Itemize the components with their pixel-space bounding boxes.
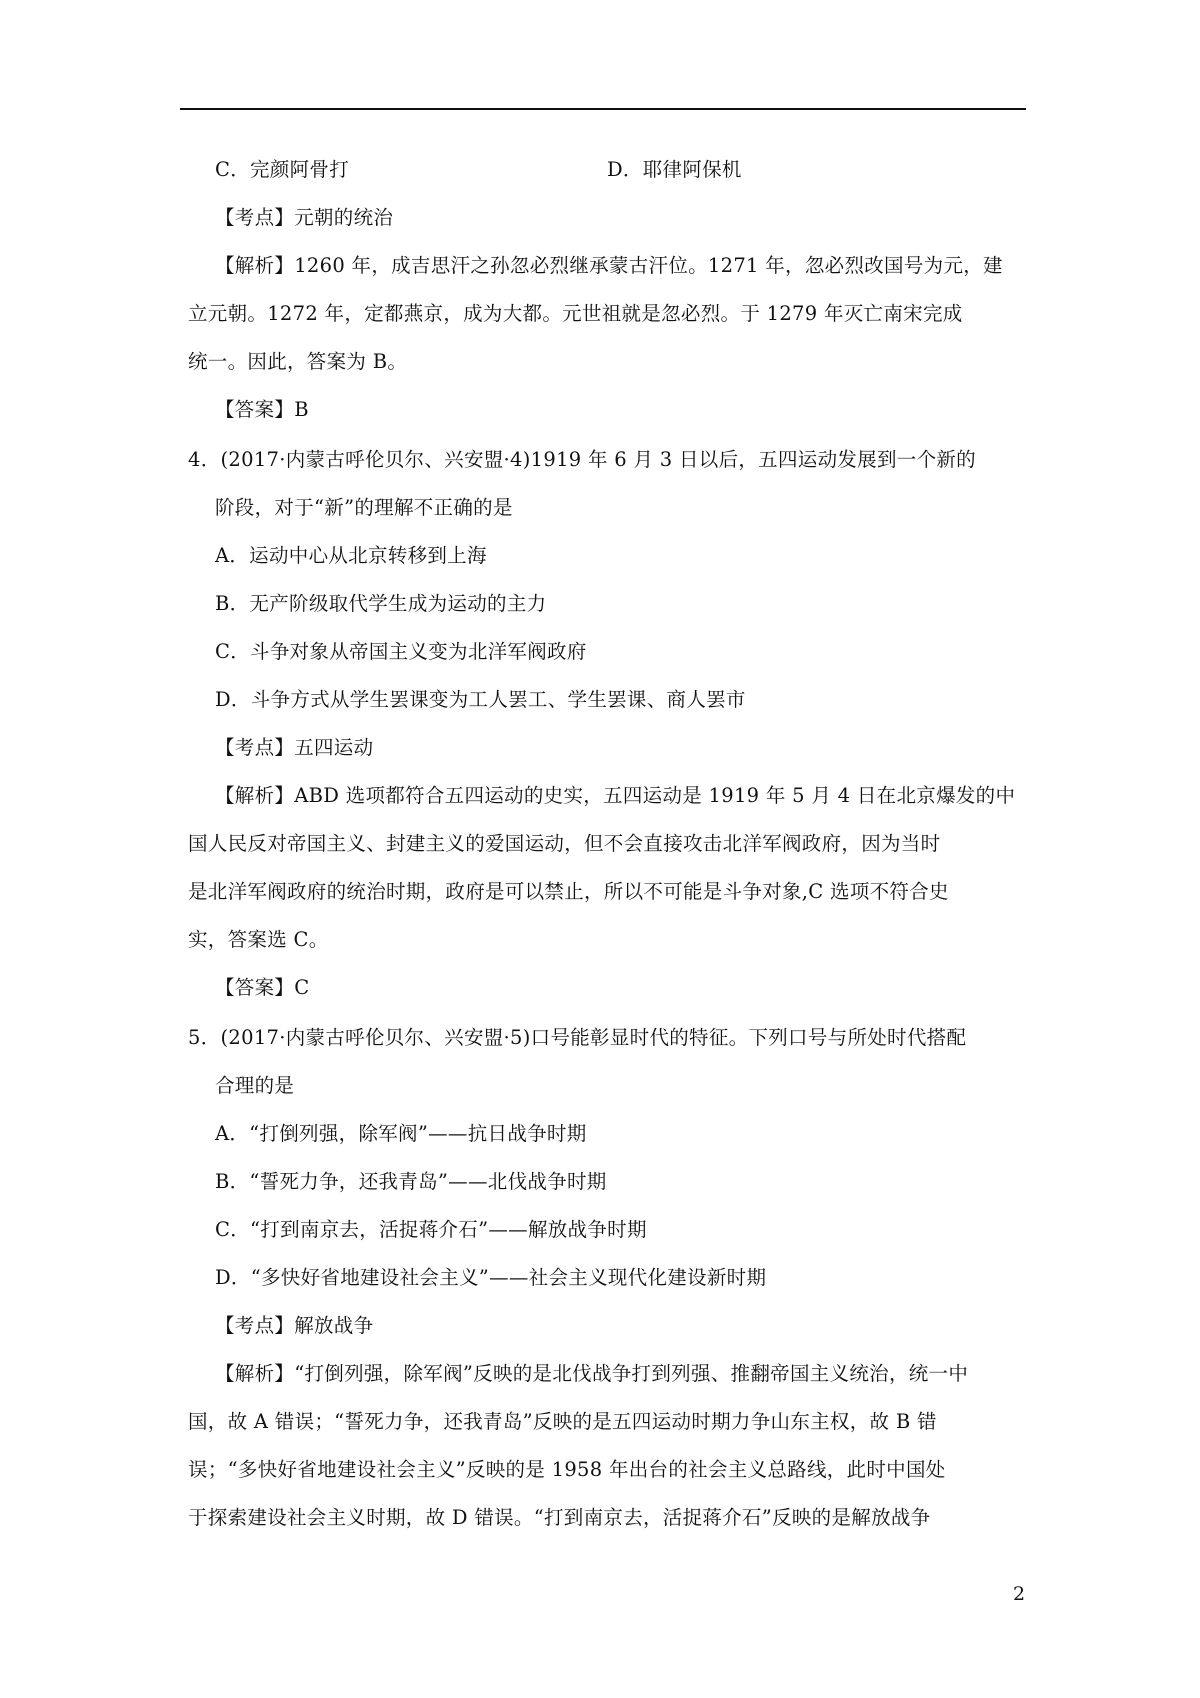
q4-analysis-line-2: 国人民反对帝国主义、封建主义的爱国运动，但不会直接攻击北洋军阀政府，因为当时 — [188, 832, 941, 855]
q3-analysis-line-3: 统一。因此，答案为 B。 — [188, 350, 408, 373]
option-c-q3: C．完颜阿骨打 — [215, 158, 350, 181]
q3-analysis-line-1: 【解析】1260 年，成吉思汗之孙忽必烈继承蒙古汗位。1271 年，忽必烈改国号为元，建 — [215, 254, 1003, 277]
q4-stem-line-1: 4．(2017·内蒙古呼伦贝尔、兴安盟·4)1919 年 6 月 3 日以后，五四运动发展到一个新的 — [188, 448, 976, 471]
q4-point: 【考点】五四运动 — [215, 736, 374, 759]
q3-point: 【考点】元朝的统治 — [215, 206, 394, 229]
q5-option-a: A．“打倒列强，除军阀”——抗日战争时期 — [215, 1122, 587, 1145]
q4-option-a: A．运动中心从北京转移到上海 — [215, 544, 487, 567]
q4-answer: 【答案】C — [215, 976, 310, 999]
q5-option-c: C．“打到南京去，活捉蒋介石”——解放战争时期 — [215, 1218, 647, 1241]
q5-analysis-line-2: 国，故 A 错误；“誓死力争，还我青岛”反映的是五四运动时期力争山东主权，故 B 错 — [188, 1410, 937, 1433]
q3-analysis-line-2: 立元朝。1272 年，定都燕京，成为大都。元世祖就是忽必烈。于 1279 年灭亡南宋完成 — [188, 302, 963, 325]
q4-analysis-line-4: 实，答案选 C。 — [188, 928, 329, 951]
q5-analysis-line-1: 【解析】“打倒列强，除军阀”反映的是北伐战争打到列强、推翻帝国主义统治，统一中 — [215, 1362, 969, 1385]
q5-point: 【考点】解放战争 — [215, 1314, 374, 1337]
q4-option-d: D．斗争方式从学生罢课变为工人罢工、学生罢课、商人罢市 — [215, 688, 746, 711]
page-number: 2 — [1013, 1583, 1026, 1605]
q4-stem-line-2: 阶段，对于“新”的理解不正确的是 — [215, 496, 513, 519]
q3-answer: 【答案】B — [215, 398, 309, 421]
q4-option-b: B．无产阶级取代学生成为运动的主力 — [215, 592, 547, 615]
q4-analysis-line-1: 【解析】ABD 选项都符合五四运动的史实，五四运动是 1919 年 5 月 4 日在北京爆发的中 — [215, 784, 1016, 807]
q5-analysis-line-4: 于探索建设社会主义时期，故 D 错误。“打到南京去，活捉蒋介石”反映的是解放战争 — [188, 1506, 931, 1529]
q5-stem-line-1: 5．(2017·内蒙古呼伦贝尔、兴安盟·5)口号能彰显时代的特征。下列口号与所处时代搭配 — [188, 1026, 967, 1049]
q4-analysis-line-3: 是北洋军阀政府的统治时期，政府是可以禁止，所以不可能是斗争对象,C 选项不符合史 — [188, 880, 949, 903]
q5-option-b: B．“誓死力争，还我青岛”——北伐战争时期 — [215, 1170, 607, 1193]
q5-analysis-line-3: 误；“多快好省地建设社会主义”反映的是 1958 年出台的社会主义总路线，此时中国处 — [188, 1458, 946, 1481]
q4-option-c: C．斗争对象从帝国主义变为北洋军阀政府 — [215, 640, 587, 663]
header-rule — [180, 108, 1026, 110]
option-d-q3: D．耶律阿保机 — [607, 158, 742, 181]
q5-stem-line-2: 合理的是 — [215, 1074, 295, 1097]
q5-option-d: D．“多快好省地建设社会主义”——社会主义现代化建设新时期 — [215, 1266, 767, 1289]
